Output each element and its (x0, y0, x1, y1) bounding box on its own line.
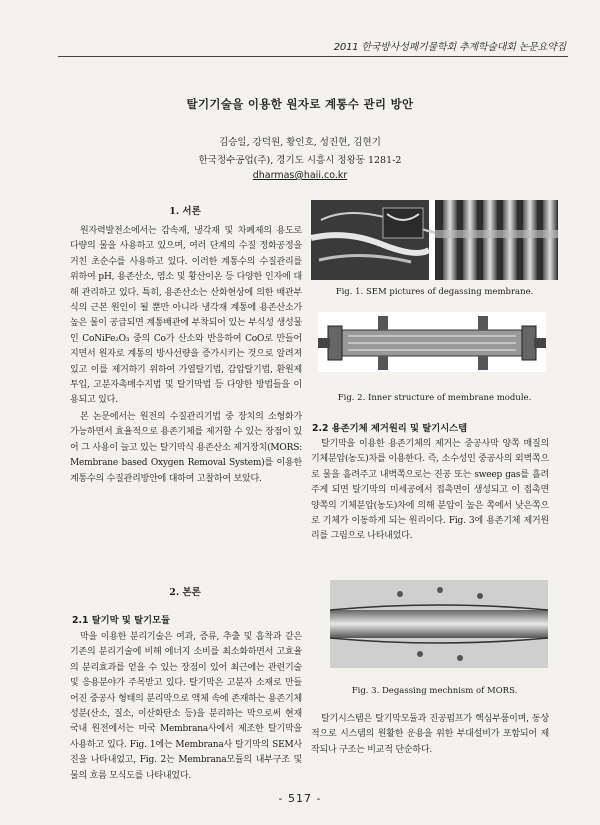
fig1-svg (311, 200, 558, 280)
subsection-2-2-heading: 2.2 용존기체 제거원리 및 탈기시스템 (312, 423, 468, 434)
section-1-paragraph-2: 본 논문에서는 원전의 수질관리기법 중 장치의 소형화가 가능하면서 효율적으로 용존기체를 제거할 수 있는 장점이 있어 그 사용이 늘고 있는 탈기막식 용존산소 제거장치(MORS: Membrane based Oxygen Removal System)를 이용한 계통수의 수질관리방안에 대하여 고찰하여 보았다. (70, 411, 302, 484)
fig2-module-diagram (318, 312, 546, 372)
section-1-heading: 1. 서론 (169, 206, 201, 217)
subsection-2-1-paragraph: 막을 이용한 분리기술은 여과, 증류, 추출 및 흡착과 같은 기존의 분리기술에 비해 에너지 소비를 최소화하면서 고효율의 분리효과를 얻을 수 있는 장점이 있어 최근에는 관련기술 및 응용분야가 주목받고 있다. 탈기막은 고분자 소재로 만들어진 중공사 형태의 분리막으로 액체 속에 존재하는 용존기체성분(산소, 질소, 이산화탄소 등)을 분리하는 막으로써 현재 국내 원전에서는 미국 Membrana사에서 제조한 탈기막을 사용하고 있다. Fig. 1에는 Membrana사 탈기막의 SEM사진을 나타내었고, Fig. 2는 Membrana모듈의 내부구조 및 물의 흐름 모식도를 나타내었다. (70, 632, 302, 781)
fig3-caption: Fig. 3. Degassing mechnism of MORS. (351, 686, 518, 696)
subsection-2-2-paragraph-2: 탈기시스템은 탈기막모듈과 진공펌프가 핵심부품이며, 동상적으로 시스템의 원활한 운용을 위한 부대설비가 포함되어 제작되나 구조는 비교적 단순하다. (311, 714, 549, 755)
section-1-paragraph-1: 원자력발전소에서는 감속재, 냉각재 및 차폐제의 용도로 다량의 물을 사용하고 있으며, 여러 단계의 수질 정화공정을 거친 초순수를 사용하고 있다. 이러한 계통수의 수질관리를 위하여 pH, 용존산소, 염소 및 황산이온 등 다양한 인자에 대해 관리하고 있다. 특히, 용존산소는 산화현상에 의한 배관부식의 근본 원인이 될 뿐만 아니라 냉각재 계통에 용존산소가 높은 물이 공급되면 계통배관에 부착되어 있는 부식성 생성물인 CoNiFe₂O₃ 중의 Co가 산소와 반응하여 CoO로 만들어지면서 원자로 계통의 방사선량을 증가시키는 것으로 알려져 있고 이를 제거하기 위하여 가열탈기법, 감압탈기법, 환원제 투입, 고분자촉매수지법 및 탈기막법 등 다양한 방법들을 이용되고 있다. (70, 226, 302, 406)
page-header: 2011 한국방사성폐기물학회 추계학술대회 논문요약집 (333, 42, 566, 53)
fig2-caption: Fig. 2. Inner structure of membrane module. (337, 393, 532, 403)
subsection-2-1-body (70, 630, 302, 785)
email-link[interactable]: dharmas@haii.co.kr (252, 170, 348, 181)
fig1-caption: Fig. 1. SEM pictures of degassing membrane. (335, 287, 534, 297)
subsection-2-2-body-cont (311, 712, 549, 759)
subsection-2-2-paragraph-1: 탈기막을 이용한 용존기체의 제거는 중공사막 양쪽 매질의 기체분압(농도)차를 이용한다. 즉, 소수성인 중공사의 외벽쪽으로 물을 흘려주고 내벽쪽으로는 진공 또는 sweep gas를 흘려주게 되면 탈기막의 미세공에서 접촉면이 생성되고 이 접촉면 양쪽의 기체분압(농도)차에 의해 분압이 높은 쪽에서 낮은쪽으로 기체가 이동하게 되는 원리이다. Fig. 3에 용존기체 제거원리를 그림으로 나타내었다. (311, 439, 549, 542)
section-2-heading: 2. 본론 (169, 587, 201, 598)
subsection-2-2-body (311, 437, 549, 546)
page-number: - 517 - (278, 792, 322, 805)
fig2-svg (318, 312, 546, 372)
paper-title: 탈기기술을 이용한 원자로 계통수 관리 방안 (186, 97, 414, 111)
header-rule (58, 56, 568, 57)
section-1-body (70, 224, 302, 488)
author-list: 김승일, 강덕원, 황인호, 성진현, 김현기 (219, 137, 381, 148)
fig3-svg (330, 580, 548, 668)
subsection-2-1-heading: 2.1 탈기막 및 탈기모듈 (72, 615, 171, 626)
affiliation: 한국정수공업(주), 경기도 시흥시 정왕동 1281-2 (198, 155, 402, 166)
fig3-mechanism-diagram (330, 580, 548, 668)
fig1-sem-images (311, 200, 558, 280)
